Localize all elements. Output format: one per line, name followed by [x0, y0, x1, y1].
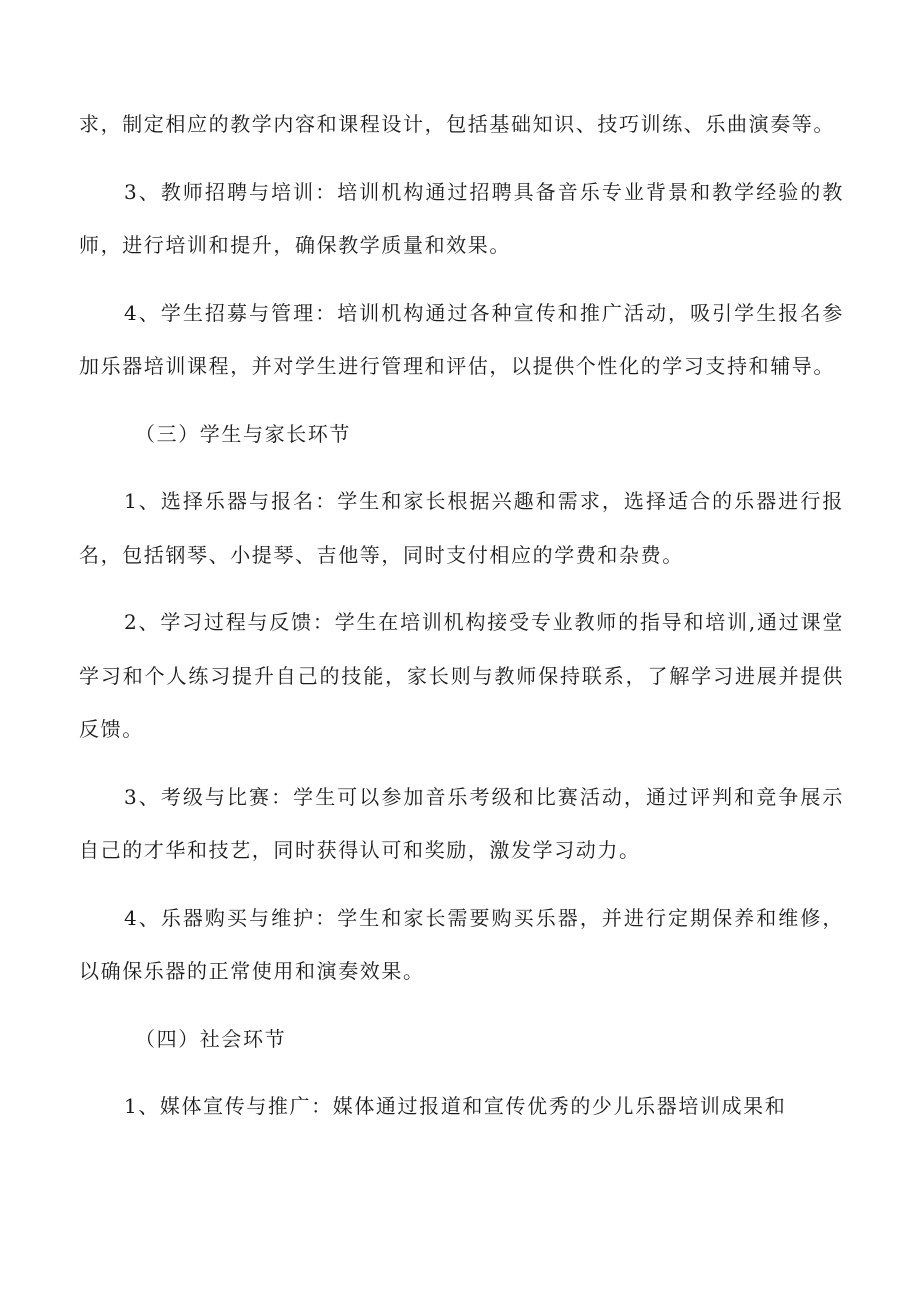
paragraph-exams-competitions: 3、考级与比赛：学生可以参加音乐考级和比赛活动，通过评判和竞争展示自己的才华和技艺，同时获得认可和奖励，激发学习动力。 [79, 784, 844, 862]
paragraph-instrument-selection: 1、选择乐器与报名：学生和家长根据兴趣和需求，选择适合的乐器进行报名，包括钢琴、小提琴、吉他等，同时支付相应的学费和杂费。 [79, 489, 844, 567]
paragraph-student-recruitment: 4、学生招募与管理：培训机构通过各种宣传和推广活动，吸引学生报名参加乐器培训课程，并对学生进行管理和评估，以提供个性化的学习支持和辅导。 [79, 300, 844, 378]
paragraph-continuation: 求，制定相应的教学内容和课程设计，包括基础知识、技巧训练、乐曲演奏等。 [79, 112, 835, 136]
document-body [79, 98, 844, 1134]
paragraph-media-promotion: 1、媒体宣传与推广：媒体通过报道和宣传优秀的少儿乐器培训成果和 [124, 1094, 787, 1118]
paragraph-teacher-recruitment: 3、教师招聘与培训：培训机构通过招聘具备音乐专业背景和教学经验的教师，进行培训和提升，确保教学质量和效果。 [79, 179, 844, 257]
paragraph-learning-feedback: 2、学习过程与反馈：学生在培训机构接受专业教师的指导和培训,通过课堂学习和个人练习提升自己的技能，家长则与教师保持联系，了解学习进展并提供反馈。 [79, 610, 844, 741]
section-heading-students-parents: （三）学生与家长环节 [135, 421, 351, 446]
paragraph-instrument-purchase: 4、乐器购买与维护：学生和家长需要购买乐器，并进行定期保养和维修，以确保乐器的正常使用和演奏效果。 [79, 905, 844, 983]
section-heading-society: （四）社会环节 [135, 1026, 287, 1051]
